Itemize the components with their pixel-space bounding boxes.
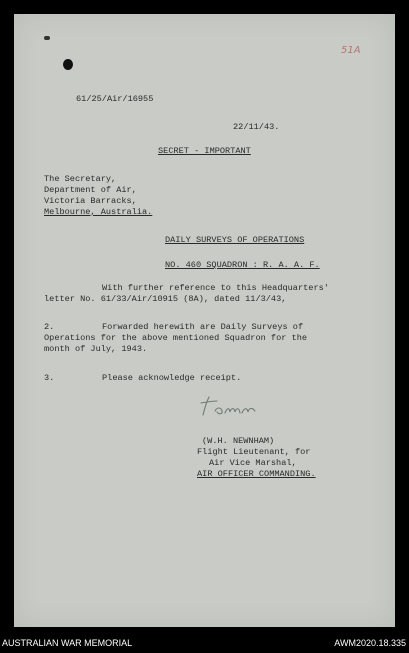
signatory-rank: Flight Lieutenant, for <box>197 447 311 457</box>
punch-mark <box>44 36 50 40</box>
paragraph-3-number: 3. <box>44 373 55 383</box>
classification: SECRET - IMPORTANT <box>158 146 251 156</box>
signatory-title: AIR OFFICER COMMANDING. <box>197 469 316 479</box>
paragraph-3-text: Please acknowledge receipt. <box>102 373 242 383</box>
address-line: The Secretary, <box>44 174 117 184</box>
paragraph-2-line: Operations for the above mentioned Squadron for the <box>44 333 308 343</box>
signatory-name: (W.H. NEWNHAM) <box>202 436 275 446</box>
address-line: Victoria Barracks, <box>44 196 137 206</box>
paragraph-1-line: With further reference to this Headquarters' <box>102 283 329 293</box>
paragraph-2-line: Forwarded herewith are Daily Surveys of <box>102 322 304 332</box>
letter-date: 22/11/43. <box>233 122 280 132</box>
address-line: Melbourne, Australia. <box>44 207 153 217</box>
address-line: Department of Air, <box>44 185 137 195</box>
paragraph-2-line: month of July, 1943. <box>44 344 148 354</box>
document-sheet <box>14 14 395 627</box>
file-reference: 61/25/Air/16955 <box>76 94 154 104</box>
footer-bar <box>0 632 409 653</box>
subject-squadron: NO. 460 SQUADRON : R. A. A. F. <box>165 260 320 270</box>
punch-hole <box>63 59 73 70</box>
footer-institution: AUSTRALIAN WAR MEMORIAL <box>2 638 133 648</box>
paragraph-1-line: letter No. 61/33/Air/10915 (8A), dated 11/3/43, <box>44 294 287 304</box>
paragraph-2-number: 2. <box>44 322 55 332</box>
handwritten-signature <box>197 393 259 421</box>
footer-accession-number: AWM2020.18.335 <box>334 638 406 648</box>
subject-title: DAILY SURVEYS OF OPERATIONS <box>165 235 305 245</box>
signatory-for: Air Vice Marshal, <box>209 458 297 468</box>
folio-number: 51A <box>341 45 361 56</box>
